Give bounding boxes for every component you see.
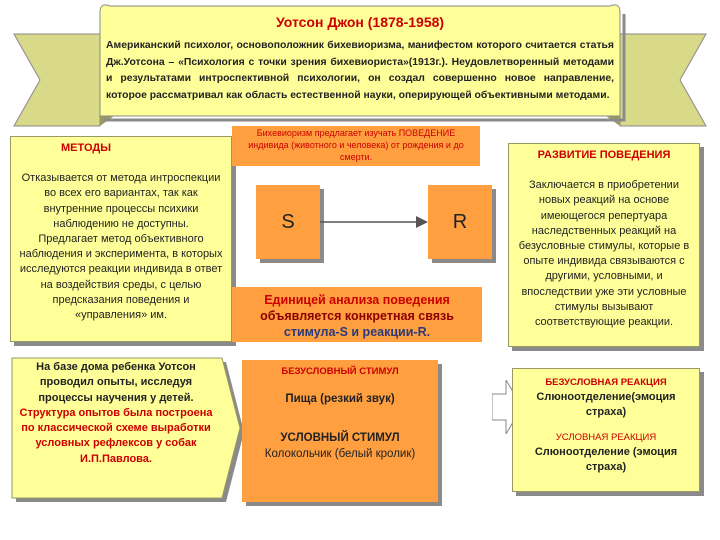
banner-text: Американский психолог, основоположник бихевиоризма, манифестом которого считается статья Дж.Уотсона – «Психология с точки зрения бихевиориста»(1913г.). Неудовлетворенный методами и результатами интроспективной психологии, он создал совершенно новое направление, которое рассматривал как область естественной науки, оперирующей объективными методами. [106,40,614,101]
methods-body: Отказывается от метода интроспекции во всех его вариантах, так как внутренние процессы психики наблюдению не доступны. [21,172,221,230]
unit-line-3: стимула-S и реакции-R. [283,325,431,339]
development-body: Заключается в приобретении новых реакций на основе имеющегося репертуара наследственных реакций на безусловные стимулы, которые в опыте индивида связываются с другими, условными, и впоследствии уже эти условные стимулы вызывают соответствующие реакции. [518,179,690,329]
stimulus-box [242,360,438,502]
conditioned-stimulus-value: Колокольчик (белый кролик) [264,447,416,460]
behaviorism-note: Бихевиоризм предлагает изучать ПОВЕДЕНИЕ индивида (животного и человека) от рождения и до смерти. [232,126,480,166]
unconditioned-reaction-title: БЕЗУСЛОВНАЯ РЕАКЦИЯ [545,377,667,388]
behavior-development-box [508,143,700,347]
development-title: РАЗВИТИЕ ПОВЕДЕНИЯ [537,149,671,161]
conditioned-reaction-title: УСЛОВНАЯ РЕАКЦИЯ [555,432,657,443]
reaction-r-box: R [428,185,492,259]
ribbon-right-tail [620,34,706,126]
reaction-box [512,368,700,492]
unconditioned-reaction-value: Слюноотделение(эмоция страха) [536,391,676,418]
methods-body-2: Предлагает метод объективного наблюдения и эксперимента, в которых исследуются реакции индивида в ответ на воздействия среды, с целью предсказания поведения и «управления» им. [19,233,223,322]
ribbon-left-tail [14,34,100,126]
experiments-text [14,360,218,467]
stimulus-s-box: S [256,185,320,259]
experiments-text-3: И.П.Павлова. [80,452,152,465]
unit-of-analysis-box [232,287,482,342]
methods-title: МЕТОДЫ [61,142,111,154]
unconditioned-stimulus-title: БЕЗУСЛОВНЫЙ СТИМУЛ [281,366,399,377]
s-to-r-arrow [320,212,428,232]
methods-box [10,136,232,342]
experiments-text-1: На базе дома ребенка Уотсон проводил опыты, исследуя процессы научения у детей. [36,361,196,404]
conditioned-reaction-value: Слюноотделение (эмоция страха) [534,446,678,473]
experiments-text-2: Структура опытов была построена по классической схеме выработки условных рефлексов у собак [19,406,213,450]
unconditioned-stimulus-value: Пища (резкий звук) [285,392,395,405]
banner-title: Уотсон Джон (1878-1958) [275,14,445,30]
unit-line-1: Единицей анализа поведения [264,293,450,307]
conditioned-stimulus-title: УСЛОВНЫЙ СТИМУЛ [280,432,400,444]
unit-line-2: объявляется конкретная связь [260,309,454,323]
